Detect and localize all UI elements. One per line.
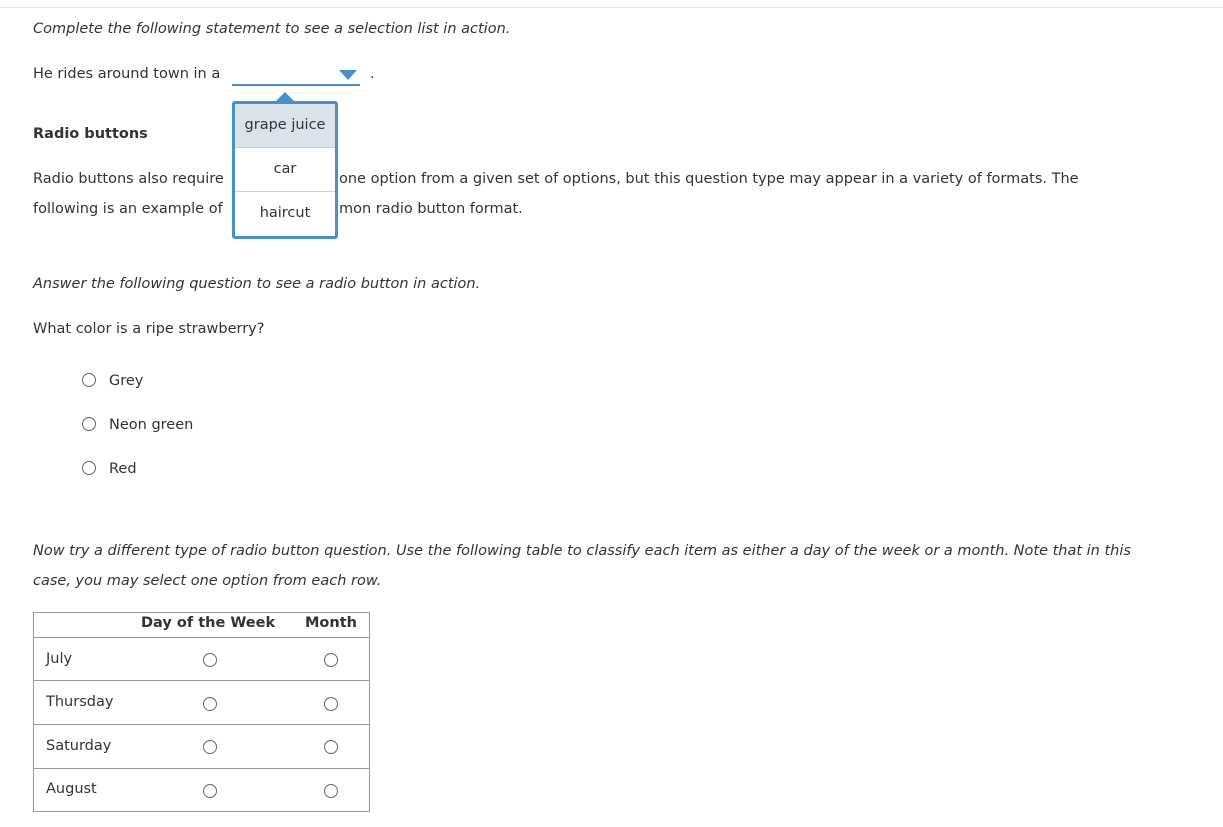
- radio-red[interactable]: [82, 461, 96, 475]
- radio-description-line1-right: one option from a given set of options, but this question type may appear in a variety of formats. The: [339, 171, 1079, 187]
- table-row-divider: [33, 768, 369, 769]
- radio-description-line2-left: following is an example of: [33, 201, 223, 217]
- table-row-divider: [33, 724, 369, 725]
- chevron-down-icon[interactable]: [339, 70, 357, 80]
- radio-thursday-day[interactable]: [203, 697, 217, 711]
- option-label-red[interactable]: Red: [109, 461, 137, 477]
- row-label-saturday: Saturday: [46, 738, 112, 754]
- column-header-month: Month: [305, 615, 357, 631]
- section-title: Radio buttons: [33, 126, 148, 142]
- radio-saturday-day[interactable]: [203, 740, 217, 754]
- radio-neon-green[interactable]: [82, 417, 96, 431]
- table-intro-line1: Now try a different type of radio button question. Use the following table to classify each item as either a day of the week or a month. Note that in this: [33, 543, 1131, 559]
- column-header-day: Day of the Week: [141, 615, 276, 631]
- sentence-suffix: .: [370, 66, 375, 82]
- popup-arrow: [276, 92, 294, 101]
- option-label-neon-green[interactable]: Neon green: [109, 417, 194, 433]
- radio-description-line2-right: mon radio button format.: [339, 201, 523, 217]
- table-intro-line2: case, you may select one option from each row.: [33, 573, 382, 589]
- radio-july-month[interactable]: [324, 653, 338, 667]
- table-header-divider: [33, 637, 369, 638]
- dropdown-list: [232, 101, 338, 239]
- row-label-thursday: Thursday: [46, 694, 114, 710]
- dropdown-field[interactable]: [232, 84, 360, 86]
- radio-august-month[interactable]: [324, 784, 338, 798]
- selection-intro: Complete the following statement to see a selection list in action.: [33, 21, 511, 37]
- table-row-divider: [33, 680, 369, 681]
- dropdown-option-car[interactable]: car: [235, 147, 335, 191]
- radio-description-line1-left: Radio buttons also require: [33, 171, 224, 187]
- top-divider: [0, 7, 1223, 8]
- option-label-grey[interactable]: Grey: [109, 373, 144, 389]
- radio-august-day[interactable]: [203, 784, 217, 798]
- radio-thursday-month[interactable]: [324, 697, 338, 711]
- radio-intro: Answer the following question to see a radio button in action.: [33, 276, 481, 292]
- dropdown-option-grape-juice[interactable]: grape juice: [235, 104, 335, 147]
- radio-grey[interactable]: [82, 373, 96, 387]
- row-label-july: July: [46, 651, 73, 667]
- row-label-august: August: [46, 781, 97, 797]
- question-text: What color is a ripe strawberry?: [33, 321, 265, 337]
- radio-saturday-month[interactable]: [324, 740, 338, 754]
- dropdown-option-haircut[interactable]: haircut: [235, 191, 335, 235]
- radio-july-day[interactable]: [203, 653, 217, 667]
- sentence-prefix: He rides around town in a: [33, 66, 221, 82]
